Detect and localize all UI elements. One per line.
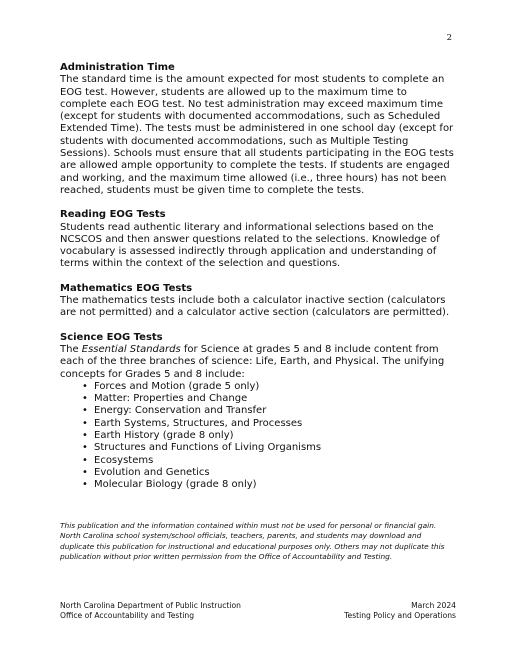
body-emphasis: Essential Standards <box>81 343 181 355</box>
concept-list <box>60 381 456 492</box>
section-body: The mathematics tests include both a calculator inactive section (calculators are not permitted) and a calculator active section (calculators are permitted). <box>60 295 450 319</box>
page-number: 2 <box>446 33 452 43</box>
section-heading: Reading EOG Tests <box>60 209 166 221</box>
section-science-eog <box>60 332 456 492</box>
main-content <box>60 62 456 504</box>
list-item: • Energy: Conservation and Transfer <box>82 405 456 417</box>
list-item: • Evolution and Genetics <box>82 467 456 479</box>
section-heading: Administration Time <box>60 62 175 73</box>
section-reading-eog <box>60 209 456 270</box>
footer-left <box>60 601 241 621</box>
section-administration-time <box>60 62 456 197</box>
body-suffix: for Science at grades 5 and 8 include content from each of the three branches of science: Life, Earth, and Physical. The unifying concepts for Grades 5 and 8 include: <box>60 343 445 380</box>
footer-right <box>344 601 456 621</box>
footer-department: North Carolina Department of Public Instruction <box>60 601 241 610</box>
list-item: • Earth History (grade 8 only) <box>82 430 456 442</box>
footer-office: Office of Accountability and Testing <box>60 611 195 620</box>
section-mathematics-eog <box>60 283 456 320</box>
section-body <box>60 344 456 381</box>
list-item: • Earth Systems, Structures, and Processes <box>82 418 456 430</box>
list-item: • Forces and Motion (grade 5 only) <box>82 381 456 393</box>
footer-division: Testing Policy and Operations <box>344 611 456 620</box>
section-heading: Science EOG Tests <box>60 331 163 343</box>
footer-date: March 2024 <box>411 601 456 610</box>
disclaimer: This publication and the information contained within must not be used for personal or financial gain. North Carolina school system/school officials, teachers, parents, and students may download and duplicate this publication for instructional and educational purposes only. Others may not duplicate this publication without prior written permission from the Office of Accountability and Testing. <box>60 521 445 562</box>
list-item: • Matter: Properties and Change <box>82 393 456 405</box>
list-item: • Molecular Biology (grade 8 only) <box>82 479 456 491</box>
section-body: The standard time is the amount expected for most students to complete an EOG test. However, students are allowed up to the maximum time to complete each EOG test. No test administration may exceed maximum time (except for students with documented accommodations, such as Scheduled Extended Time). The tests must be administered in one school day (except for students with documented accommodations, such as Multiple Testing Sessions). Schools must ensure that all students participating in the EOG tests are allowed ample opportunity to complete the tests. If students are engaged and working, and the maximum time allowed (i.e., three hours) has not been reached, students must be given time to complete the tests. <box>60 74 454 196</box>
body-prefix: The <box>60 343 82 355</box>
list-item: • Structures and Functions of Living Organisms <box>82 442 456 454</box>
list-item: • Ecosystems <box>82 455 456 467</box>
section-body: Students read authentic literary and informational selections based on the NCSCOS and then answer questions related to the selections. Knowledge of vocabulary is assessed indirectly through application and understanding of terms within the context of the selection and questions. <box>60 221 440 270</box>
section-heading: Mathematics EOG Tests <box>60 282 193 294</box>
